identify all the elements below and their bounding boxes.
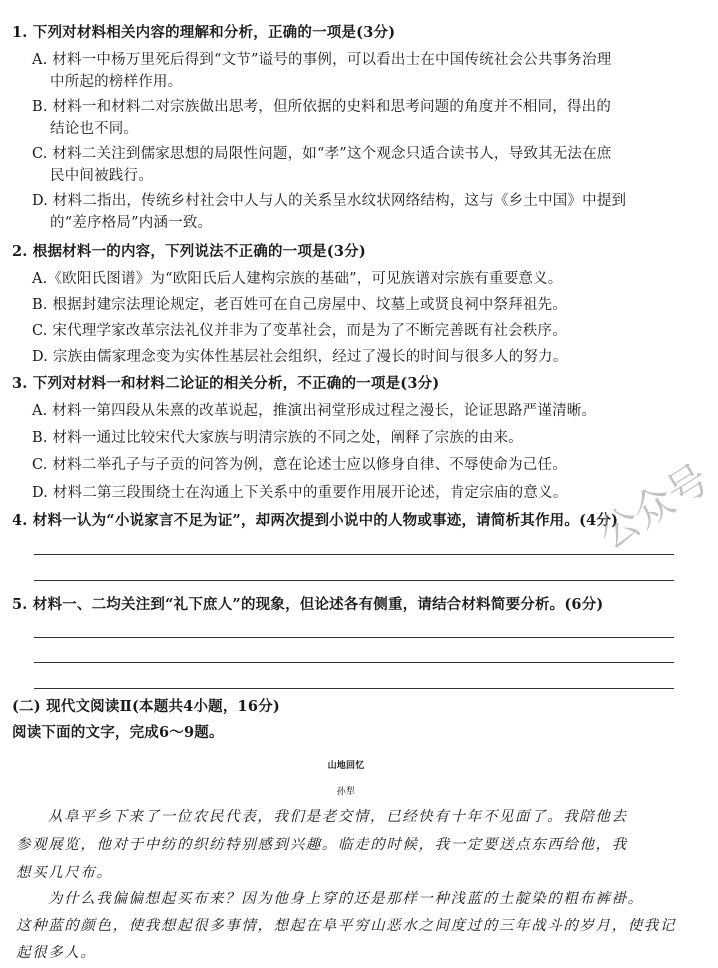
question-1-option-c: C. 材料二关注到儒家思想的局限性问题，如“孝”这个观念只适合读书人，导致其无法在庶: [32, 146, 612, 162]
question-2-option-b: B. 根据封建宗法理论规定，老百姓可在自己房屋中、坟墓上或贤良祠中祭拜祖先。: [32, 297, 567, 313]
article-paragraph-2-line-3: 起很多人。: [16, 945, 97, 961]
question-3-option-d: D. 材料二第三段围绕士在沟通上下关系中的重要作用展开论述，肯定宗庙的意义。: [32, 485, 568, 501]
answer-line[interactable]: [34, 637, 674, 638]
answer-line[interactable]: [34, 554, 674, 555]
section-instruction: 阅读下面的文字，完成6～9题。: [12, 724, 224, 741]
answer-line[interactable]: [34, 662, 674, 663]
question-3-option-b: B. 材料一通过比较宋代大家族与明清宗族的不同之处，阐释了宗族的由来。: [32, 430, 523, 446]
question-2-option-d: D. 宗族由儒家理念变为实体性基层社会组织，经过了漫长的时间与很多人的努力。: [32, 349, 568, 365]
question-4-stem: 4. 材料一认为“小说家言不足为证”，却两次提到小说中的人物或事迹，请简析其作用。(4分): [12, 512, 619, 529]
article-paragraph-1-line-3: 想买几尺布。: [16, 865, 113, 881]
article-paragraph-2-line-2: 这种蓝的颜色，使我想起很多事情，想起在阜平穷山恶水之间度过的三年战斗的岁月，使我记: [16, 918, 677, 934]
question-1-option-c-cont: 民中间被践行。: [50, 168, 153, 184]
question-2-option-c: C. 宋代理学家改革宗法礼仪并非为了变革社会，而是为了不断完善既有社会秩序。: [32, 323, 567, 339]
article-paragraph-1-line-1: 从阜平乡下来了一位农民代表，我们是老交情，已经快有十年不见面了。我陪他去: [48, 809, 628, 825]
article-title: 山地回忆: [327, 761, 365, 771]
answer-line[interactable]: [34, 688, 674, 689]
question-1-option-b-cont: 结论也不同。: [50, 121, 139, 137]
article-paragraph-1-line-2: 参观展览，他对于中纺的织纺特别感到兴趣。临走的时候，我一定要送点东西给他，我: [16, 837, 628, 853]
question-3-stem: 3. 下列对材料一和材料二论证的相关分析，不正确的一项是(3分): [12, 375, 440, 392]
question-1-option-d-cont: 的“差序格局”内涵一致。: [50, 215, 213, 231]
question-1-option-a: A. 材料一中杨万里死后得到“文节”谥号的事例，可以看出士在中国传统社会公共事务治理: [32, 52, 612, 68]
question-2-option-a: A.《欧阳氏图谱》为“欧阳氏后人建构宗族的基础”，可见族谱对宗族有重要意义。: [32, 271, 563, 287]
question-5-stem: 5. 材料一、二均关注到“礼下庶人”的现象，但论述各有侧重，请结合材料简要分析。(6分): [12, 596, 604, 613]
question-1-option-d: D. 材料二指出，传统乡村社会中人与人的关系呈水纹状网络结构，这与《乡土中国》中提到: [32, 193, 627, 209]
answer-line[interactable]: [34, 580, 674, 581]
question-1-option-b: B. 材料一和材料二对宗族做出思考，但所依据的史料和思考问题的角度并不相同，得出的: [32, 99, 612, 115]
question-1-option-a-cont: 中所起的榜样作用。: [50, 74, 183, 90]
question-2-stem: 2. 根据材料一的内容，下列说法不正确的一项是(3分): [12, 243, 366, 260]
article-author: 孙犁: [336, 787, 356, 797]
question-1-stem: 1. 下列对材料相关内容的理解和分析，正确的一项是(3分): [12, 24, 396, 41]
question-3-option-a: A. 材料一第四段从朱熹的改革说起，推演出祠堂形成过程之漫长，论证思路严谨清晰。: [32, 403, 597, 419]
section-heading: (二) 现代文阅读Ⅱ(本题共4小题，16分): [12, 698, 280, 715]
question-3-option-c: C. 材料二举孔子与子贡的问答为例，意在论述士应以修身自律、不辱使命为己任。: [32, 457, 567, 473]
article-paragraph-2-line-1: 为什么我偏偏想起买布来？因为他身上穿的还是那样一种浅蓝的土靛染的粗布裤褂。: [48, 891, 644, 907]
watermark: 公众号: [590, 456, 717, 559]
